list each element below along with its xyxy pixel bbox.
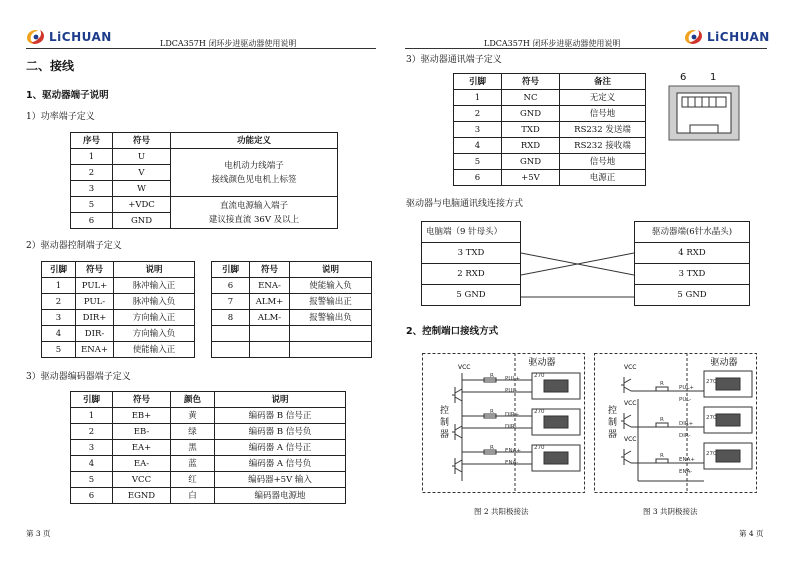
pin-label: PUL+ [505, 376, 521, 382]
brand-logo-right [684, 29, 770, 45]
resistor-r-label: R [660, 417, 664, 423]
subsection-terminals: 1、驱动器端子说明 [26, 90, 109, 101]
cell: 无定义 [560, 90, 646, 106]
col-header: 符号 [113, 133, 171, 149]
cell: ALM+ [250, 294, 290, 310]
cell: 5 [42, 342, 76, 358]
section-title: 二、接线 [26, 59, 75, 73]
table-row [212, 326, 372, 342]
vcc-label: VCC [624, 400, 637, 407]
cell: 6 [71, 213, 113, 229]
cell: 编码器 A 信号正 [215, 440, 346, 456]
table-row [71, 408, 346, 424]
col-header: 符号 [502, 74, 560, 90]
driver-label: 驱动器 [710, 358, 738, 368]
table-row [42, 310, 195, 326]
pin-label: DIR- [679, 433, 691, 439]
cell: 脉冲输入负 [114, 294, 195, 310]
table-row [454, 170, 646, 186]
cell [290, 342, 372, 358]
pc-side-table [421, 221, 521, 306]
cell [212, 326, 250, 342]
cell: +VDC [113, 197, 171, 213]
table-row [42, 278, 195, 294]
cell: +5V [502, 170, 560, 186]
cell: 蓝 [171, 456, 215, 472]
resistor-270-label: 270 [706, 451, 717, 457]
col-header: 说明 [215, 392, 346, 408]
figure-3-caption: 图 3 共阴极接法 [643, 507, 698, 516]
cell: 3 [454, 122, 502, 138]
table-row [454, 122, 646, 138]
controller-label-3: 器 [608, 430, 618, 440]
serial-wires [521, 221, 634, 309]
table-row [212, 310, 372, 326]
pin-label: PUL- [679, 397, 692, 403]
controller-label-2: 制 [608, 418, 618, 428]
resistor-270-label: 270 [706, 379, 717, 385]
cell: GND [502, 106, 560, 122]
resistor-r-label: R [490, 373, 494, 379]
table-row [71, 149, 338, 165]
cell: GND [113, 213, 171, 229]
cell: 黑 [171, 440, 215, 456]
table-row [212, 294, 372, 310]
cell: DIR- [76, 326, 114, 342]
resistor-r-label: R [490, 409, 494, 415]
cell: 黄 [171, 408, 215, 424]
brand-name: LiCHUAN [49, 30, 112, 44]
driver-label: 驱动器 [528, 358, 556, 368]
cell: U [113, 149, 171, 165]
cell: EB- [113, 424, 171, 440]
cell: NC [502, 90, 560, 106]
cell: EGND [113, 488, 171, 504]
comm-caption: 3）驱动器通讯端子定义 [406, 55, 502, 65]
cell: V [113, 165, 171, 181]
cell: 2 [454, 106, 502, 122]
cell: 1 [454, 90, 502, 106]
cell: 1 [71, 408, 113, 424]
table-row [71, 424, 346, 440]
control-caption: 2）驱动器控制端子定义 [26, 241, 122, 251]
cell: 红 [171, 472, 215, 488]
cell: 绿 [171, 424, 215, 440]
cell: ENA+ [76, 342, 114, 358]
logo-emblem-icon [26, 29, 46, 45]
cell: VCC [113, 472, 171, 488]
cell: 方向输入负 [114, 326, 195, 342]
table-row [454, 90, 646, 106]
rj-pin-label-6: 6 [680, 72, 687, 83]
cell: 信号地 [560, 106, 646, 122]
cell: 5 [71, 197, 113, 213]
cell: W [113, 181, 171, 197]
table-row [71, 440, 346, 456]
encoder-terminal-table [70, 391, 346, 504]
cell: 白 [171, 488, 215, 504]
driver-side-table [634, 221, 750, 306]
cell: 2 RXD [422, 264, 521, 285]
cell: EA+ [113, 440, 171, 456]
brand-logo-left [26, 29, 112, 45]
pin-label: PUL- [505, 388, 518, 394]
cell: PUL+ [76, 278, 114, 294]
cell: 信号地 [560, 154, 646, 170]
controller-label-3: 器 [440, 430, 450, 440]
table-row [71, 197, 338, 213]
cell: 使能输入负 [290, 278, 372, 294]
pc-header: 电脑端（9 针母头） [422, 222, 521, 243]
cell: 报警输出负 [290, 310, 372, 326]
cell: 4 [454, 138, 502, 154]
control-table-b [211, 261, 372, 358]
cell [250, 342, 290, 358]
cell: 3 [42, 310, 76, 326]
cell: GND [502, 154, 560, 170]
cell: 5 GND [635, 285, 750, 306]
col-header: 符号 [76, 262, 114, 278]
encoder-caption: 3）驱动器编码器端子定义 [26, 372, 131, 382]
col-header: 颜色 [171, 392, 215, 408]
subsection-control-wiring: 2、控制端口接线方式 [406, 326, 499, 337]
cell: TXD [502, 122, 560, 138]
cell: 6 [454, 170, 502, 186]
cell: RS232 接收端 [560, 138, 646, 154]
rj-socket-icon [668, 85, 740, 141]
cell: 使能输入正 [114, 342, 195, 358]
cell-motor-func [171, 149, 338, 197]
control-table-a [41, 261, 195, 358]
power-caption: 1）功率端子定义 [26, 112, 95, 122]
cell: ENA- [250, 278, 290, 294]
func-text: 电机动力线端子 [224, 160, 284, 171]
header-title-left: LDCA357H 闭环步进驱动器使用说明 [160, 39, 297, 48]
table-row [42, 294, 195, 310]
pin-label: ENA- [505, 460, 519, 466]
header-rule-right [405, 48, 767, 49]
page-number-left: 第 3 页 [26, 529, 51, 538]
cell: 3 TXD [422, 243, 521, 264]
cell: 4 [42, 326, 76, 342]
header-rule-left [26, 48, 376, 49]
cell: 方向输入正 [114, 310, 195, 326]
cell: 6 [212, 278, 250, 294]
pin-label: DIR- [505, 424, 517, 430]
col-header: 引脚 [454, 74, 502, 90]
cell: 1 [71, 149, 113, 165]
cell: 4 [71, 456, 113, 472]
cell: 3 TXD [635, 264, 750, 285]
resistor-r-label: R [660, 453, 664, 459]
resistor-270-label: 270 [706, 415, 717, 421]
cell: 电源正 [560, 170, 646, 186]
func-text: 直流电源输入端子 [219, 200, 288, 211]
table-row [42, 326, 195, 342]
cell: 编码器 B 信号负 [215, 424, 346, 440]
col-header: 序号 [71, 133, 113, 149]
cell: PUL- [76, 294, 114, 310]
cell: ALM- [250, 310, 290, 326]
vcc-label: VCC [624, 364, 637, 371]
table-row [454, 154, 646, 170]
header-title-right: LDCA357H 闭环步进驱动器使用说明 [484, 39, 621, 48]
col-header: 引脚 [212, 262, 250, 278]
cell: 5 [454, 154, 502, 170]
cell: 4 RXD [635, 243, 750, 264]
col-header: 引脚 [42, 262, 76, 278]
table-row [454, 106, 646, 122]
cell: 8 [212, 310, 250, 326]
col-header: 引脚 [71, 392, 113, 408]
cell [290, 326, 372, 342]
pin-label: ENA+ [505, 448, 521, 454]
cell: 3 [71, 440, 113, 456]
table-row [71, 472, 346, 488]
brand-name: LiCHUAN [707, 30, 770, 44]
logo-emblem-icon [684, 29, 704, 45]
comm-terminal-table [453, 73, 646, 186]
cell: 1 [42, 278, 76, 294]
pin-label: ENA- [679, 469, 693, 475]
controller-label-1: 控 [440, 406, 450, 416]
cell: 2 [71, 424, 113, 440]
pin-label: ENA+ [679, 457, 695, 463]
table-row [71, 488, 346, 504]
cell: 2 [42, 294, 76, 310]
cell: EB+ [113, 408, 171, 424]
cell [212, 342, 250, 358]
cell: EA- [113, 456, 171, 472]
col-header: 功能定义 [171, 133, 338, 149]
col-header: 备注 [560, 74, 646, 90]
func-text: 建议接直流 36V 及以上 [208, 214, 300, 225]
cell: 报警输出正 [290, 294, 372, 310]
driver-header: 驱动器端(6针水晶头) [635, 222, 750, 243]
cell: 5 GND [422, 285, 521, 306]
cell: 2 [71, 165, 113, 181]
cell: 5 [71, 472, 113, 488]
vcc-label: VCC [624, 436, 637, 443]
col-header: 说明 [114, 262, 195, 278]
page-number-right: 第 4 页 [739, 529, 764, 538]
cell: RXD [502, 138, 560, 154]
cell: 3 [71, 181, 113, 197]
cell: 编码器 B 信号正 [215, 408, 346, 424]
cell: DIR+ [76, 310, 114, 326]
col-header: 符号 [250, 262, 290, 278]
table-row [42, 342, 195, 358]
cell-power-func [171, 197, 338, 229]
cell: 编码器电源地 [215, 488, 346, 504]
figure-2-caption: 图 2 共阳极接法 [474, 507, 529, 516]
col-header: 说明 [290, 262, 372, 278]
power-terminal-table [70, 132, 338, 229]
table-row [71, 456, 346, 472]
diagram-common-cathode [594, 353, 757, 493]
cell: 7 [212, 294, 250, 310]
vcc-label: VCC [458, 364, 471, 371]
cell [250, 326, 290, 342]
col-header: 符号 [113, 392, 171, 408]
resistor-r-label: R [660, 381, 664, 387]
pin-label: DIR+ [679, 421, 694, 427]
pin-label: DIR+ [505, 412, 520, 418]
resistor-270-label: 270 [534, 373, 545, 379]
pc-connection-caption: 驱动器与电脑通讯线连接方式 [406, 199, 524, 209]
cell: RS232 发送端 [560, 122, 646, 138]
rj-pin-label-1: 1 [710, 72, 717, 83]
resistor-270-label: 270 [534, 445, 545, 451]
cell: 6 [71, 488, 113, 504]
diagram-common-anode [422, 353, 585, 493]
table-row [212, 342, 372, 358]
controller-label-1: 控 [608, 406, 618, 416]
cell: 脉冲输入正 [114, 278, 195, 294]
controller-label-2: 制 [440, 418, 450, 428]
resistor-r-label: R [490, 445, 494, 451]
pin-label: PUL+ [679, 385, 695, 391]
resistor-270-label: 270 [534, 409, 545, 415]
table-row [454, 138, 646, 154]
cell: 编码器 A 信号负 [215, 456, 346, 472]
func-text: 接线颜色见电机上标签 [211, 174, 297, 185]
table-row [212, 278, 372, 294]
cell: 编码器+5V 输入 [215, 472, 346, 488]
